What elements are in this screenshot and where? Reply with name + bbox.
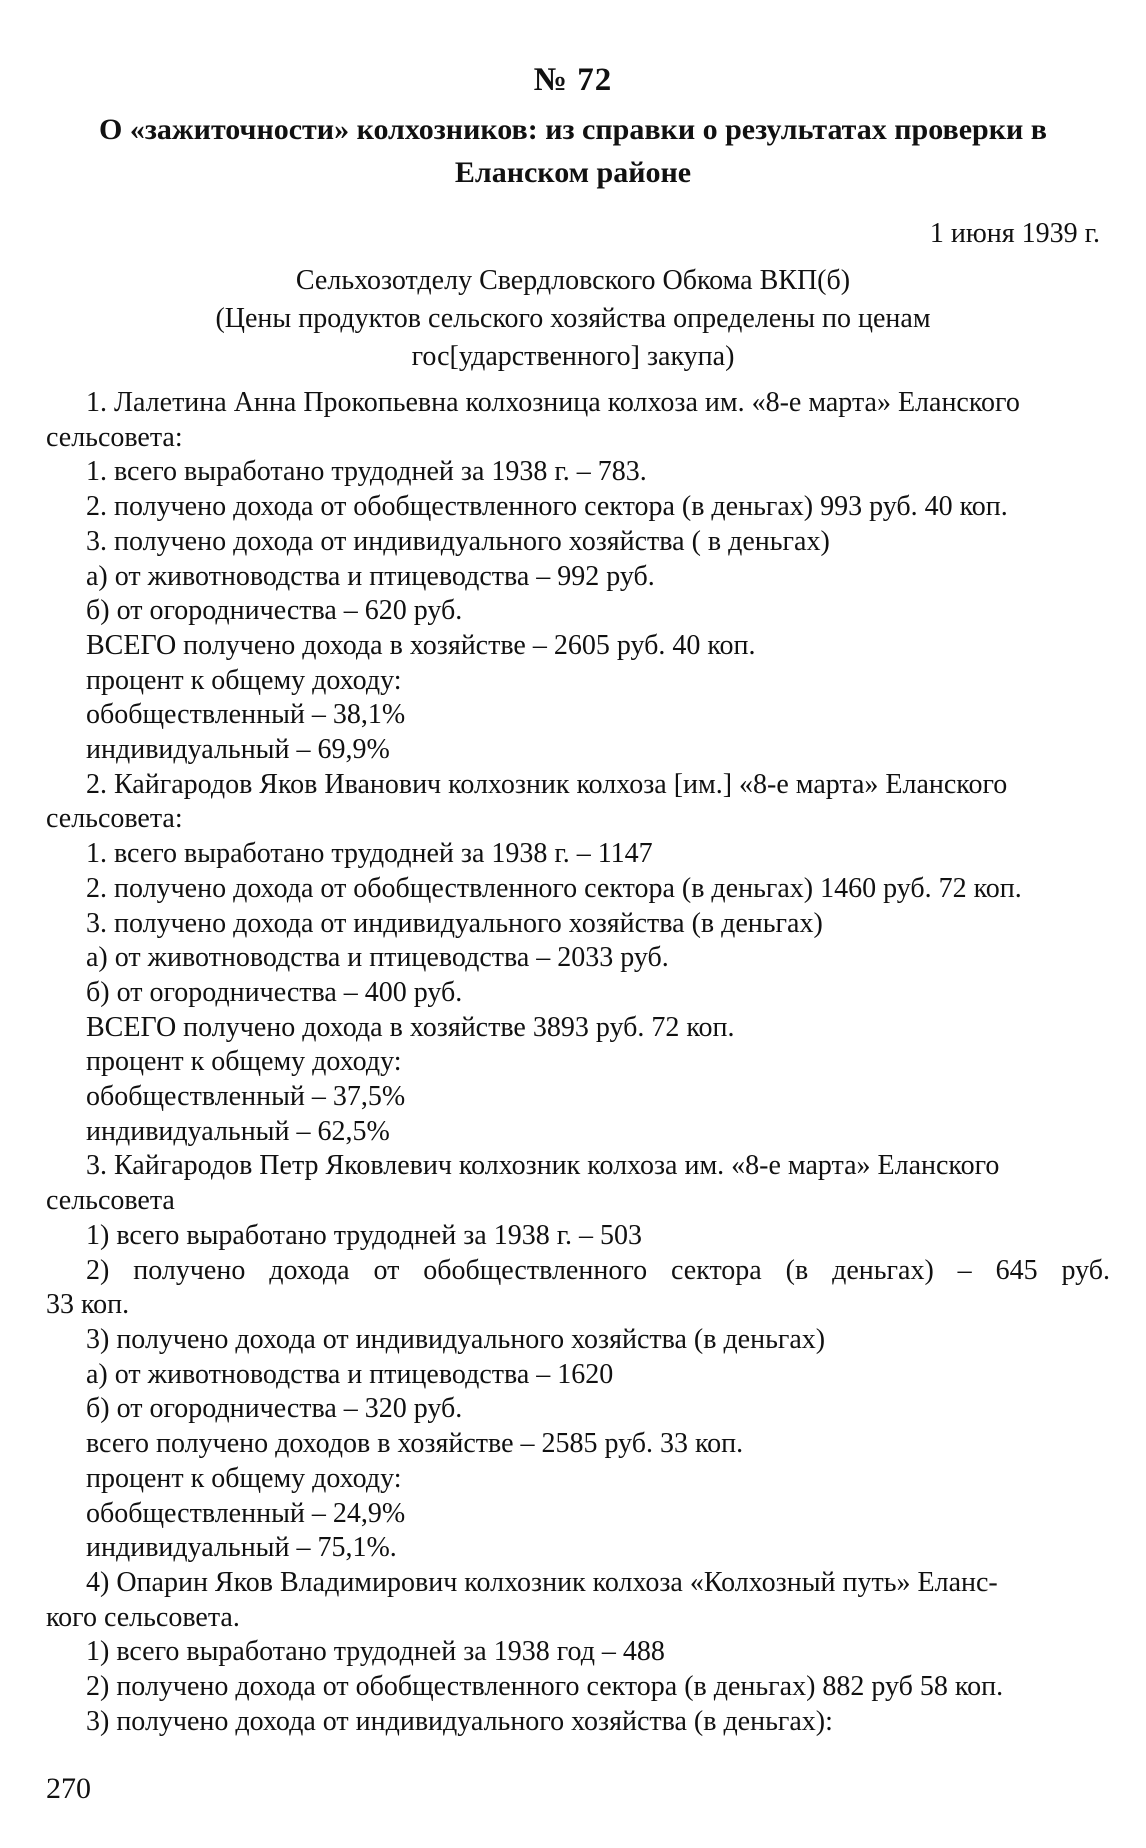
body-line: процент к общему доходу: xyxy=(86,1462,402,1494)
body-line: 4) Опарин Яков Владимирович колхозник колхоза «Колхозный путь» Еланс- xyxy=(86,1566,998,1598)
body-line: обобществленный – 24,9% xyxy=(86,1497,406,1529)
body-line: 2. получено дохода от обобществленного сектора (в деньгах) 1460 руб. 72 коп. xyxy=(86,872,1022,904)
body-line: обобществленный – 38,1% xyxy=(86,699,406,731)
body-line: 3) получено дохода от индивидуального хозяйства (в деньгах): xyxy=(86,1705,833,1737)
page-number: 270 xyxy=(46,1772,91,1805)
body-line: 3. получено дохода от индивидуального хозяйства ( в деньгах) xyxy=(86,525,830,557)
document-date: 1 июня 1939 г. xyxy=(929,218,1100,249)
body-line: ВСЕГО получено дохода в хозяйстве – 2605 руб. 40 коп. xyxy=(86,629,756,661)
body-line: всего получено доходов в хозяйстве – 2585 руб. 33 коп. xyxy=(86,1428,744,1460)
addressee-line: гос[ударственного] закупа) xyxy=(411,341,735,372)
body-line: 1. всего выработано трудодней за 1938 г. – 1147 xyxy=(86,838,653,870)
body-line: 3. Кайгародов Петр Яковлевич колхозник колхоза им. «8-е марта» Еланского xyxy=(86,1150,1000,1182)
body-line: 3. получено дохода от индивидуального хозяйства (в деньгах) xyxy=(86,907,823,939)
body-line: 3) получено дохода от индивидуального хозяйства (в деньгах) xyxy=(86,1323,826,1355)
document-number: № 72 xyxy=(533,62,613,98)
body-line: б) от огородничества – 320 руб. xyxy=(86,1393,463,1425)
body-line: 33 коп. xyxy=(46,1289,130,1321)
body-line: 1) всего выработано трудодней за 1938 г. – 503 xyxy=(86,1219,643,1251)
body-line: кого сельсовета. xyxy=(46,1601,240,1633)
body-line: 2) получено дохода от обобществленного сектора (в деньгах) – 645 руб. xyxy=(86,1254,1110,1286)
body-line: а) от животноводства и птицеводства – 2033 руб. xyxy=(86,942,669,974)
body-line: сельсовета xyxy=(46,1185,175,1217)
body-line: б) от огородничества – 620 руб. xyxy=(86,595,463,627)
body-line: 2) получено дохода от обобществленного сектора (в деньгах) 882 руб 58 коп. xyxy=(86,1671,1004,1703)
body-line: индивидуальный – 69,9% xyxy=(86,734,390,766)
body-line: а) от животноводства и птицеводства – 1620 xyxy=(86,1358,614,1390)
body-line: 1) всего выработано трудодней за 1938 год – 488 xyxy=(86,1636,665,1668)
addressee-line: Сельхозотделу Свердловского Обкома ВКП(б) xyxy=(295,265,851,296)
document-title: О «зажиточности» колхозников: из справки о результатах проверки в Еланском районе xyxy=(99,113,1047,189)
body-line: процент к общему доходу: xyxy=(86,1046,402,1078)
addressee-block xyxy=(0,262,1146,376)
body-line: сельсовета: xyxy=(46,803,183,835)
body-line: 2. получено дохода от обобществленного сектора (в деньгах) 993 руб. 40 коп. xyxy=(86,491,1008,523)
body-line: 1. всего выработано трудодней за 1938 г. – 783. xyxy=(86,456,647,488)
body-line: индивидуальный – 62,5% xyxy=(86,1115,390,1147)
body-line: ВСЕГО получено дохода в хозяйстве 3893 руб. 72 коп. xyxy=(86,1011,735,1043)
body-line: индивидуальный – 75,1%. xyxy=(86,1532,397,1564)
document-body xyxy=(46,386,1110,1739)
body-line: 1. Лалетина Анна Прокопьевна колхозница колхоза им. «8-е марта» Еланского xyxy=(86,387,1020,418)
body-line: а) от животноводства и птицеводства – 992 руб. xyxy=(86,560,655,592)
body-line: б) от огородничества – 400 руб. xyxy=(86,976,463,1008)
body-line: 2. Кайгародов Яков Иванович колхозник колхоза [им.] «8-е марта» Еланского xyxy=(86,768,1008,800)
body-line: обобществленный – 37,5% xyxy=(86,1081,406,1113)
body-line: процент к общему доходу: xyxy=(86,664,402,696)
body-line: сельсовета: xyxy=(46,421,183,453)
addressee-line: (Цены продуктов сельского хозяйства определены по ценам xyxy=(215,303,931,334)
